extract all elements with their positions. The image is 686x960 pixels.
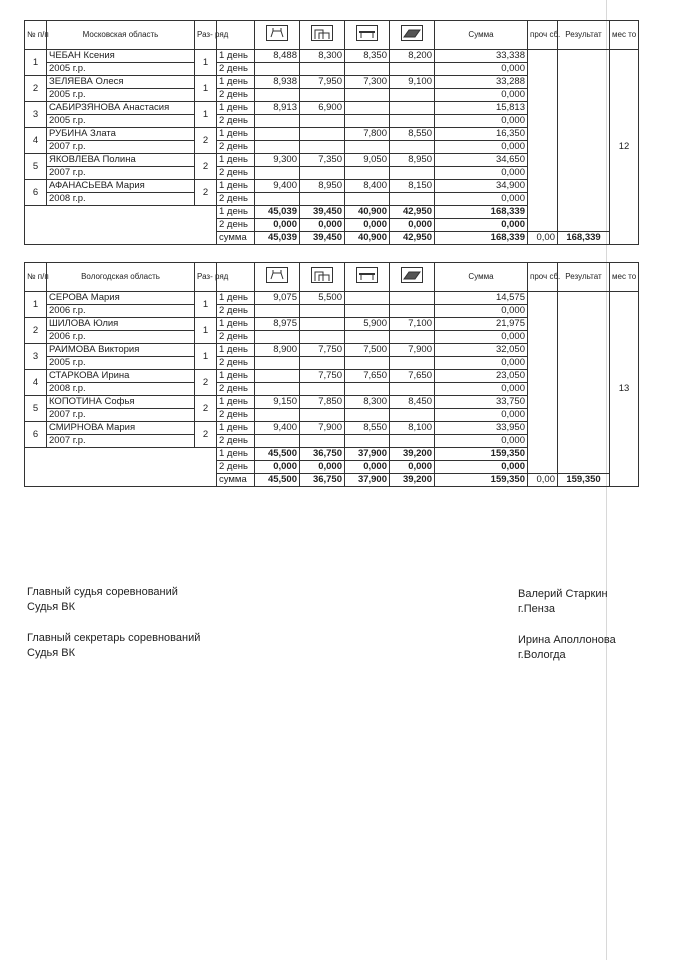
chief-judge-title: Главный судья соревнований (27, 586, 178, 598)
apparatus-score: 8,550 (345, 422, 390, 435)
athlete-sum-day1: 33,338 (435, 50, 528, 63)
team-apparatus-total: 36,750 (300, 474, 345, 487)
apparatus-header (345, 263, 390, 292)
table-row (25, 50, 639, 63)
apparatus-header (390, 263, 435, 292)
apparatus-score-day2 (300, 305, 345, 318)
apparatus-score: 8,150 (390, 180, 435, 193)
totals-label: сумма (217, 232, 255, 245)
apparatus-score-day2 (390, 331, 435, 344)
apparatus-score-day2 (390, 89, 435, 102)
apparatus-score: 8,300 (300, 50, 345, 63)
athlete-sum-day1: 33,288 (435, 76, 528, 89)
athlete-rank: 2 (195, 128, 217, 154)
beam-icon (356, 267, 378, 287)
apparatus-score-day2 (345, 435, 390, 448)
apparatus-score: 9,050 (345, 154, 390, 167)
team-apparatus-total: 0,000 (255, 461, 300, 474)
apparatus-score: 7,900 (300, 422, 345, 435)
team-apparatus-total: 0,000 (390, 461, 435, 474)
apparatus-score-day2 (345, 305, 390, 318)
team-apparatus-total: 37,900 (345, 448, 390, 461)
apparatus-score-day2 (255, 383, 300, 396)
athlete-sum-day2: 0,000 (435, 89, 528, 102)
apparatus-score (390, 292, 435, 305)
team-apparatus-total: 39,200 (390, 448, 435, 461)
apparatus-score: 7,850 (300, 396, 345, 409)
apparatus-score-day2 (255, 141, 300, 154)
athlete-rank: 2 (195, 396, 217, 422)
athlete-birth-year: 2006 г.р. (47, 305, 195, 318)
athlete-number: 5 (25, 396, 47, 422)
athlete-birth-year: 2005 г.р. (47, 357, 195, 370)
day2-label: 2 день (217, 193, 255, 206)
athlete-rank: 2 (195, 422, 217, 448)
athlete-name: СМИРНОВА Мария (47, 422, 195, 435)
team-sum-total: 0,000 (435, 219, 528, 232)
athlete-name: СТАРКОВА Ирина (47, 370, 195, 383)
team-apparatus-total: 36,750 (300, 448, 345, 461)
athlete-sum-day1: 15,813 (435, 102, 528, 115)
athlete-number: 2 (25, 76, 47, 102)
apparatus-score (345, 292, 390, 305)
athlete-number: 4 (25, 370, 47, 396)
athlete-rank: 1 (195, 102, 217, 128)
team-sum-total: 159,350 (435, 474, 528, 487)
athlete-number: 6 (25, 422, 47, 448)
athlete-sum-day1: 32,050 (435, 344, 528, 357)
apparatus-score-day2 (345, 357, 390, 370)
apparatus-score: 7,950 (300, 76, 345, 89)
athlete-sum-day2: 0,000 (435, 331, 528, 344)
apparatus-score-day2 (255, 331, 300, 344)
apparatus-score: 9,400 (255, 422, 300, 435)
apparatus-score-day2 (255, 305, 300, 318)
col-sum-header: Сумма (435, 21, 528, 50)
athlete-birth-year: 2005 г.р. (47, 63, 195, 76)
athlete-sum-day1: 34,900 (435, 180, 528, 193)
col-other-header: проч сб. (528, 21, 558, 50)
day1-label: 1 день (217, 396, 255, 409)
team-apparatus-total: 40,900 (345, 232, 390, 245)
col-no-header: № п/п (25, 263, 47, 292)
apparatus-score: 7,650 (345, 370, 390, 383)
athlete-number: 3 (25, 344, 47, 370)
apparatus-score: 9,100 (390, 76, 435, 89)
apparatus-score-day2 (390, 435, 435, 448)
athlete-name: АФАНАСЬЕВА Мария (47, 180, 195, 193)
apparatus-score-day2 (345, 115, 390, 128)
team-apparatus-total: 37,900 (345, 474, 390, 487)
athlete-sum-day1: 33,750 (435, 396, 528, 409)
apparatus-score: 7,350 (300, 154, 345, 167)
athlete-sum-day2: 0,000 (435, 141, 528, 154)
athlete-rank: 1 (195, 76, 217, 102)
apparatus-score-day2 (345, 409, 390, 422)
apparatus-score: 9,400 (255, 180, 300, 193)
col-rank-header: Раз- ряд (195, 263, 217, 292)
apparatus-score-day2 (345, 89, 390, 102)
apparatus-score: 8,913 (255, 102, 300, 115)
apparatus-score-day2 (390, 167, 435, 180)
day1-label: 1 день (217, 128, 255, 141)
athlete-birth-year: 2007 г.р. (47, 167, 195, 180)
apparatus-score-day2 (345, 141, 390, 154)
team-sum-total: 159,350 (435, 448, 528, 461)
apparatus-score-day2 (300, 357, 345, 370)
apparatus-score (345, 102, 390, 115)
apparatus-header (300, 21, 345, 50)
athlete-sum-day1: 16,350 (435, 128, 528, 141)
apparatus-score-day2 (300, 141, 345, 154)
apparatus-score-day2 (345, 193, 390, 206)
day1-label: 1 день (217, 422, 255, 435)
athlete-birth-year: 2007 г.р. (47, 435, 195, 448)
col-no-header: № п/п (25, 21, 47, 50)
apparatus-score: 8,950 (390, 154, 435, 167)
totals-label: 2 день (217, 461, 255, 474)
other-col-blank (528, 50, 558, 232)
athlete-number: 1 (25, 50, 47, 76)
vault-icon (266, 25, 288, 45)
team-apparatus-total: 45,500 (255, 474, 300, 487)
apparatus-score: 7,500 (345, 344, 390, 357)
apparatus-score: 8,200 (390, 50, 435, 63)
athlete-name: САБИРЗЯНОВА Анастасия (47, 102, 195, 115)
day1-label: 1 день (217, 318, 255, 331)
result-col-blank (558, 50, 610, 232)
region-title: Московская область (47, 21, 195, 50)
athlete-sum-day1: 34,650 (435, 154, 528, 167)
athlete-name: ЯКОВЛЕВА Полина (47, 154, 195, 167)
athlete-number: 3 (25, 102, 47, 128)
athlete-birth-year: 2005 г.р. (47, 115, 195, 128)
apparatus-score-day2 (300, 435, 345, 448)
apparatus-score: 7,300 (345, 76, 390, 89)
vault-icon (266, 267, 288, 287)
team-result: 159,350 (558, 474, 610, 487)
athlete-number: 6 (25, 180, 47, 206)
athlete-sum-day2: 0,000 (435, 167, 528, 180)
team-apparatus-total: 0,000 (255, 219, 300, 232)
team-apparatus-total: 0,000 (390, 219, 435, 232)
secretary-name-block (518, 633, 616, 663)
team-place: 13 (610, 292, 639, 487)
day2-label: 2 день (217, 305, 255, 318)
secretary-city: г.Вологда (518, 649, 566, 661)
apparatus-score: 7,750 (300, 344, 345, 357)
apparatus-score-day2 (255, 63, 300, 76)
athlete-name: РУБИНА Злата (47, 128, 195, 141)
apparatus-score-day2 (345, 383, 390, 396)
apparatus-score: 8,300 (345, 396, 390, 409)
totals-blank (25, 448, 217, 487)
table-header-row (25, 21, 639, 50)
athlete-birth-year: 2007 г.р. (47, 409, 195, 422)
secretary-name: Ирина Аполлонова (518, 634, 616, 646)
athlete-sum-day1: 14,575 (435, 292, 528, 305)
apparatus-score: 8,100 (390, 422, 435, 435)
result-col-blank (558, 292, 610, 474)
athlete-name: КОПОТИНА Софья (47, 396, 195, 409)
team-apparatus-total: 0,000 (300, 219, 345, 232)
totals-label: 1 день (217, 448, 255, 461)
col-sum-header: Сумма (435, 263, 528, 292)
apparatus-score-day2 (300, 167, 345, 180)
floor-icon (401, 25, 423, 45)
apparatus-score-day2 (390, 383, 435, 396)
apparatus-score-day2 (390, 115, 435, 128)
athlete-rank: 2 (195, 370, 217, 396)
apparatus-score (390, 102, 435, 115)
athlete-name: СЕРОВА Мария (47, 292, 195, 305)
apparatus-score: 7,750 (300, 370, 345, 383)
team-result: 168,339 (558, 232, 610, 245)
apparatus-score: 5,900 (345, 318, 390, 331)
team-apparatus-total: 42,950 (390, 232, 435, 245)
chief-judge-category: Судья ВК (27, 601, 75, 613)
apparatus-score: 9,075 (255, 292, 300, 305)
apparatus-score-day2 (390, 141, 435, 154)
apparatus-score: 5,500 (300, 292, 345, 305)
athlete-sum-day2: 0,000 (435, 305, 528, 318)
team-apparatus-total: 0,000 (345, 461, 390, 474)
athlete-sum-day2: 0,000 (435, 409, 528, 422)
apparatus-score: 9,300 (255, 154, 300, 167)
chief-judge-name-block (518, 587, 608, 617)
apparatus-score-day2 (390, 305, 435, 318)
day2-label: 2 день (217, 115, 255, 128)
other-col-blank (528, 292, 558, 474)
team-sum-total: 168,339 (435, 206, 528, 219)
athlete-rank: 2 (195, 180, 217, 206)
apparatus-score: 7,800 (345, 128, 390, 141)
athlete-birth-year: 2006 г.р. (47, 331, 195, 344)
day1-label: 1 день (217, 102, 255, 115)
day1-label: 1 день (217, 180, 255, 193)
apparatus-score-day2 (255, 357, 300, 370)
apparatus-header (345, 21, 390, 50)
apparatus-score (300, 318, 345, 331)
results-table-vologda (24, 262, 639, 487)
team-place: 12 (610, 50, 639, 245)
athlete-number: 5 (25, 154, 47, 180)
athlete-name: ШИЛОВА Юлия (47, 318, 195, 331)
day2-label: 2 день (217, 383, 255, 396)
apparatus-score: 8,950 (300, 180, 345, 193)
apparatus-score-day2 (300, 63, 345, 76)
apparatus-score: 8,350 (345, 50, 390, 63)
apparatus-score (255, 370, 300, 383)
totals-blank (25, 206, 217, 245)
col-other-header: проч сб. (528, 263, 558, 292)
athlete-number: 1 (25, 292, 47, 318)
totals-label: 2 день (217, 219, 255, 232)
athlete-birth-year: 2005 г.р. (47, 89, 195, 102)
athlete-name: ЧЕБАН Ксения (47, 50, 195, 63)
team-apparatus-total: 40,900 (345, 206, 390, 219)
chief-judge-name: Валерий Старкин (518, 588, 608, 600)
table-row (25, 292, 639, 305)
apparatus-score-day2 (345, 331, 390, 344)
apparatus-score-day2 (300, 193, 345, 206)
apparatus-header (255, 263, 300, 292)
apparatus-score-day2 (255, 115, 300, 128)
results-table-moscow (24, 20, 639, 245)
uneven-bars-icon (311, 267, 333, 287)
team-apparatus-total: 42,950 (390, 206, 435, 219)
apparatus-header (300, 263, 345, 292)
day1-label: 1 день (217, 154, 255, 167)
apparatus-score: 8,450 (390, 396, 435, 409)
athlete-sum-day1: 33,950 (435, 422, 528, 435)
athlete-sum-day2: 0,000 (435, 383, 528, 396)
apparatus-score-day2 (255, 89, 300, 102)
apparatus-score: 8,550 (390, 128, 435, 141)
team-apparatus-total: 45,500 (255, 448, 300, 461)
team-apparatus-total: 39,450 (300, 206, 345, 219)
apparatus-score: 7,650 (390, 370, 435, 383)
chief-judge-block (27, 585, 178, 615)
team-apparatus-total: 0,000 (300, 461, 345, 474)
day2-label: 2 день (217, 141, 255, 154)
athlete-name: РАИМОВА Виктория (47, 344, 195, 357)
apparatus-score-day2 (300, 89, 345, 102)
col-result-header: Результат (558, 263, 610, 292)
floor-icon (401, 267, 423, 287)
day2-label: 2 день (217, 435, 255, 448)
secretary-block (27, 631, 200, 661)
apparatus-header (255, 21, 300, 50)
col-place-header: мес то (610, 21, 639, 50)
uneven-bars-icon (311, 25, 333, 45)
apparatus-score: 8,400 (345, 180, 390, 193)
athlete-rank: 1 (195, 292, 217, 318)
apparatus-score (255, 128, 300, 141)
apparatus-score-day2 (300, 331, 345, 344)
team-apparatus-total: 45,039 (255, 206, 300, 219)
apparatus-header (390, 21, 435, 50)
region-title: Вологодская область (47, 263, 195, 292)
athlete-rank: 1 (195, 318, 217, 344)
athlete-birth-year: 2008 г.р. (47, 193, 195, 206)
day1-label: 1 день (217, 370, 255, 383)
apparatus-score: 6,900 (300, 102, 345, 115)
apparatus-score-day2 (255, 435, 300, 448)
apparatus-score: 7,100 (390, 318, 435, 331)
apparatus-score: 8,900 (255, 344, 300, 357)
team-apparatus-total: 39,450 (300, 232, 345, 245)
col-place-header: мес то (610, 263, 639, 292)
athlete-sum-day1: 21,975 (435, 318, 528, 331)
table-header-row (25, 263, 639, 292)
apparatus-score: 8,975 (255, 318, 300, 331)
apparatus-score-day2 (255, 167, 300, 180)
apparatus-score-day2 (255, 193, 300, 206)
day2-label: 2 день (217, 409, 255, 422)
apparatus-score-day2 (390, 357, 435, 370)
team-apparatus-total: 0,000 (345, 219, 390, 232)
athlete-sum-day2: 0,000 (435, 193, 528, 206)
athlete-name: ЗЕЛЯЕВА Олеся (47, 76, 195, 89)
team-apparatus-total: 39,200 (390, 474, 435, 487)
day1-label: 1 день (217, 50, 255, 63)
team-other: 0,00 (528, 232, 558, 245)
apparatus-score-day2 (390, 193, 435, 206)
team-sum-total: 168,339 (435, 232, 528, 245)
team-sum-total: 0,000 (435, 461, 528, 474)
day1-label: 1 день (217, 76, 255, 89)
athlete-rank: 1 (195, 344, 217, 370)
athlete-sum-day2: 0,000 (435, 115, 528, 128)
apparatus-score-day2 (255, 409, 300, 422)
team-apparatus-total: 45,039 (255, 232, 300, 245)
apparatus-score-day2 (300, 383, 345, 396)
athlete-sum-day2: 0,000 (435, 63, 528, 76)
apparatus-score (300, 128, 345, 141)
day2-label: 2 день (217, 331, 255, 344)
apparatus-score: 8,488 (255, 50, 300, 63)
team-other: 0,00 (528, 474, 558, 487)
apparatus-score-day2 (345, 63, 390, 76)
apparatus-score: 7,900 (390, 344, 435, 357)
apparatus-score-day2 (345, 167, 390, 180)
apparatus-score-day2 (300, 115, 345, 128)
athlete-number: 4 (25, 128, 47, 154)
athlete-birth-year: 2007 г.р. (47, 141, 195, 154)
apparatus-score-day2 (300, 409, 345, 422)
apparatus-score: 8,938 (255, 76, 300, 89)
athlete-sum-day1: 23,050 (435, 370, 528, 383)
col-rank-header: Раз- ряд (195, 21, 217, 50)
athlete-rank: 1 (195, 50, 217, 76)
apparatus-score-day2 (390, 63, 435, 76)
apparatus-score-day2 (390, 409, 435, 422)
day1-label: 1 день (217, 344, 255, 357)
athlete-rank: 2 (195, 154, 217, 180)
beam-icon (356, 25, 378, 45)
secretary-category: Судья ВК (27, 647, 75, 659)
athlete-sum-day2: 0,000 (435, 435, 528, 448)
day1-label: 1 день (217, 292, 255, 305)
day2-label: 2 день (217, 63, 255, 76)
day2-label: 2 день (217, 357, 255, 370)
athlete-birth-year: 2008 г.р. (47, 383, 195, 396)
athlete-number: 2 (25, 318, 47, 344)
secretary-title: Главный секретарь соревнований (27, 632, 201, 644)
chief-judge-city: г.Пенза (518, 603, 555, 615)
totals-label: 1 день (217, 206, 255, 219)
totals-label: сумма (217, 474, 255, 487)
day2-label: 2 день (217, 89, 255, 102)
apparatus-score: 9,150 (255, 396, 300, 409)
day2-label: 2 день (217, 167, 255, 180)
athlete-sum-day2: 0,000 (435, 357, 528, 370)
col-result-header: Результат (558, 21, 610, 50)
